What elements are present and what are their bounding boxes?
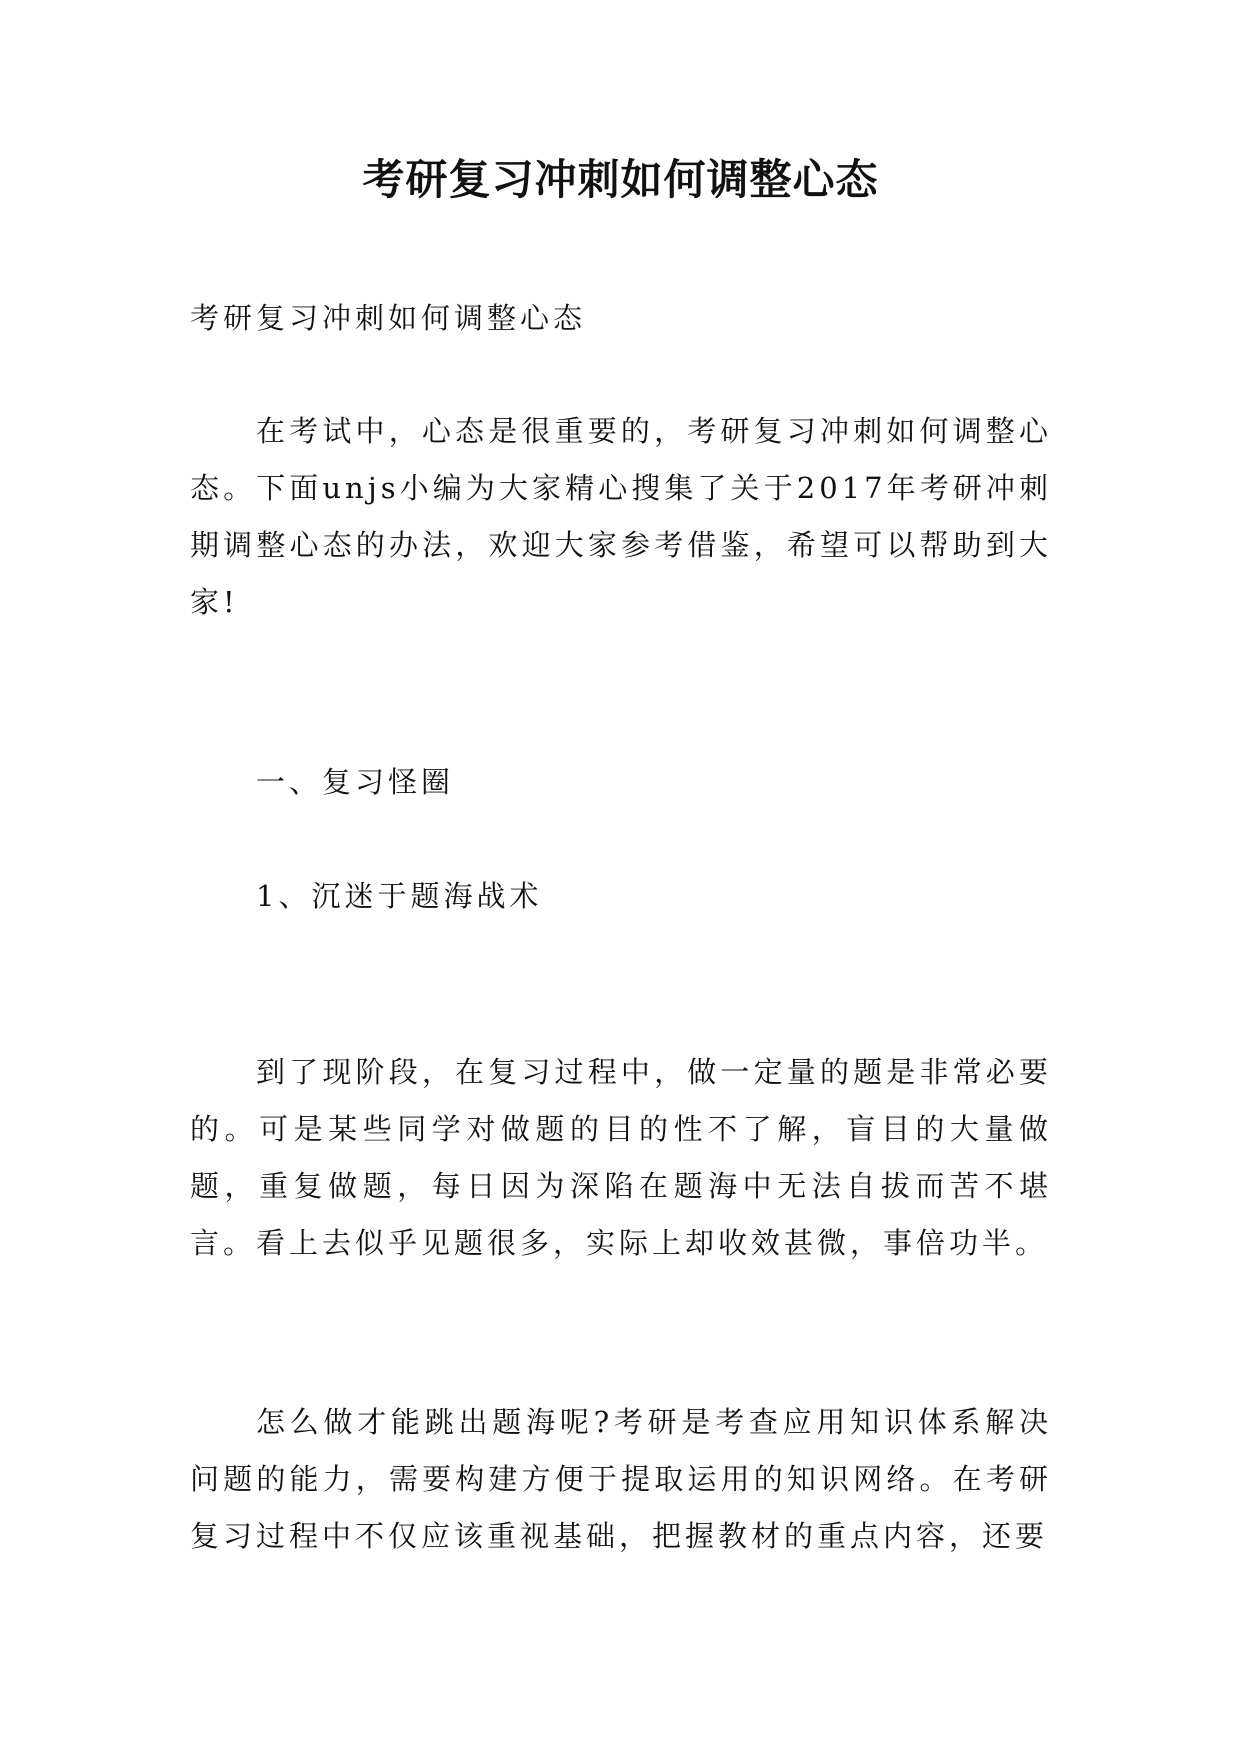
subsection-heading: 1、沉迷于题海战术	[256, 879, 543, 913]
document-subtitle: 考研复习冲刺如何调整心态	[190, 301, 587, 335]
document-title: 考研复习冲刺如何调整心态	[362, 155, 879, 204]
intro-paragraph: 在考试中，心态是很重要的，考研复习冲刺如何调整心态。下面unjs小编为大家精心搜集了关于2017年考研冲刺期调整心态的办法，欢迎大家参考借鉴，希望可以帮助到大家!	[190, 414, 1052, 619]
section-heading: 一、复习怪圈	[256, 765, 455, 799]
body-paragraph: 到了现阶段，在复习过程中，做一定量的题是非常必要的。可是某些同学对做题的目的性不了解，盲目的大量做题，重复做题，每日因为深陷在题海中无法自拔而苦不堪言。看上去似乎见题很多，实际上却收效甚微，事倍功半。	[190, 1055, 1052, 1260]
body-paragraph: 怎么做才能跳出题海呢?考研是考查应用知识体系解决问题的能力，需要构建方便于提取运用的知识网络。在考研复习过程中不仅应该重视基础，把握教材的重点内容，还要	[190, 1405, 1052, 1553]
